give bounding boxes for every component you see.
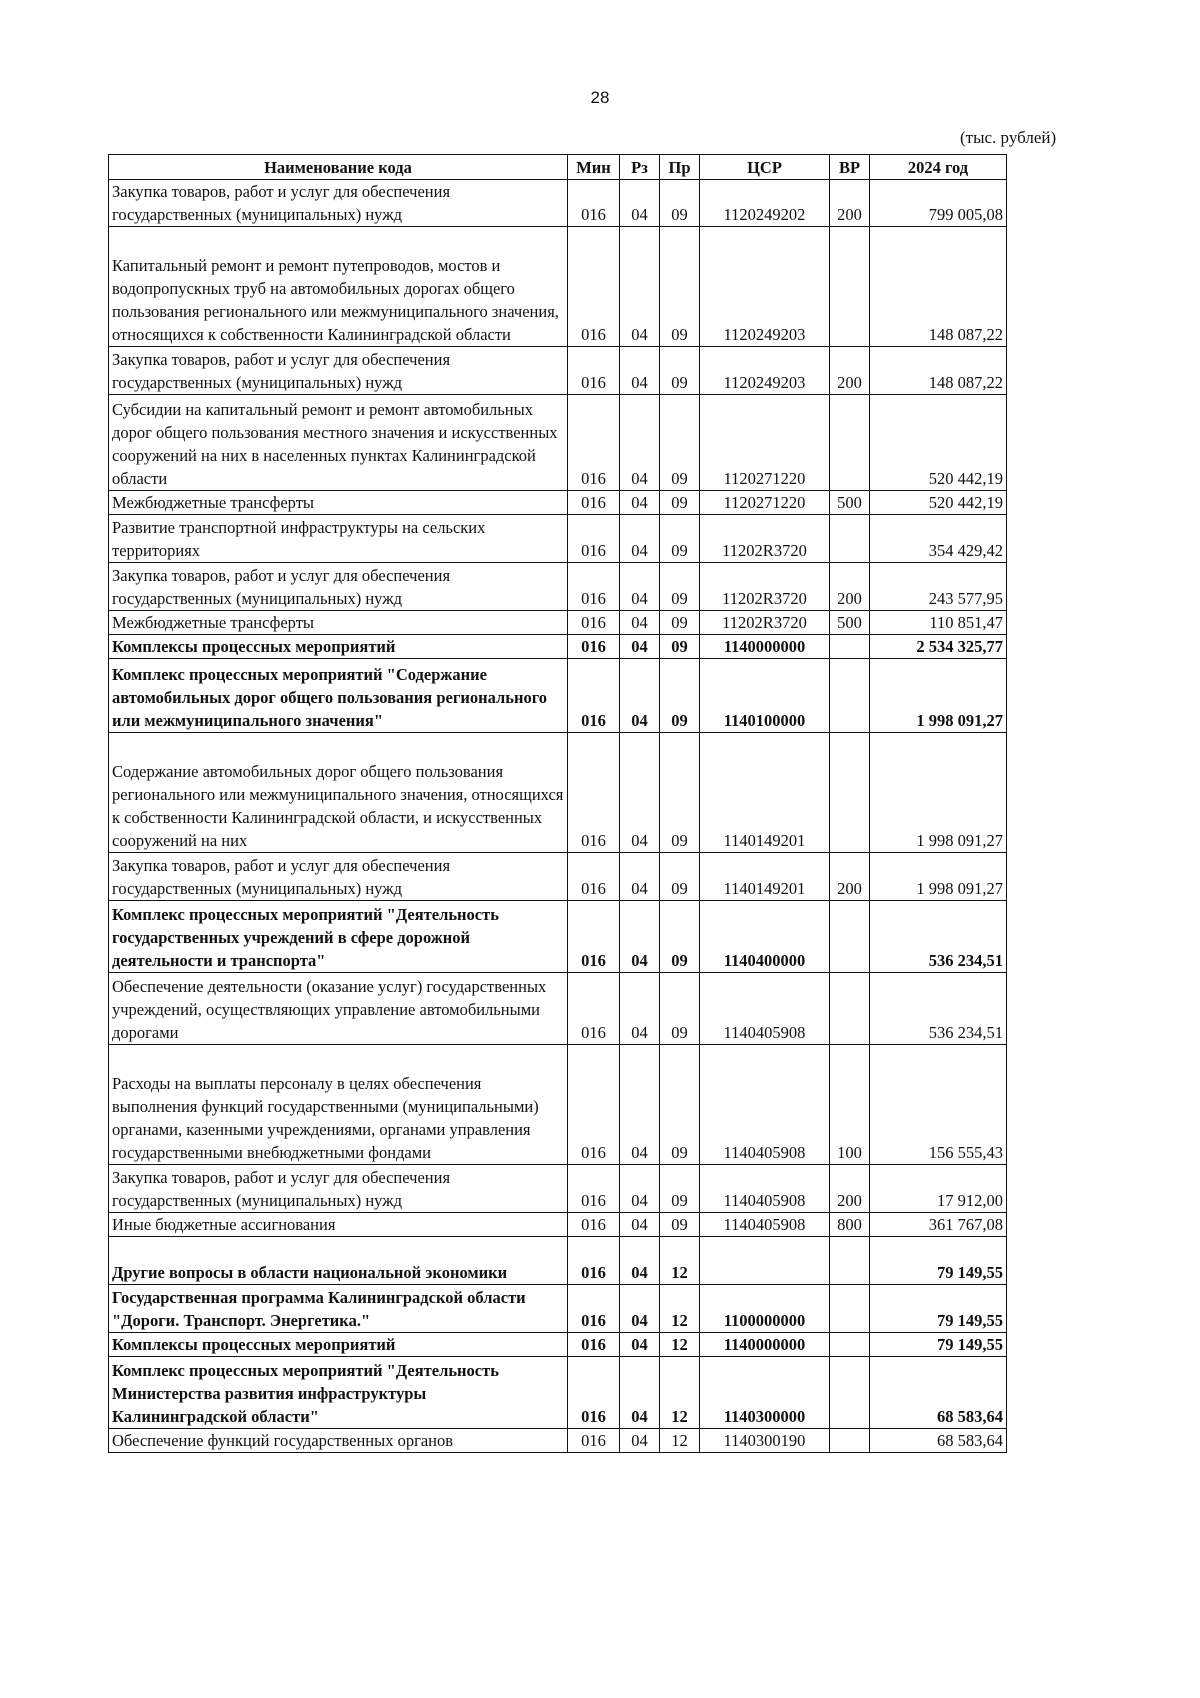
cell-amount: 799 005,08 (870, 180, 1007, 227)
table-row (109, 901, 1007, 973)
cell-amount: 79 149,55 (870, 1285, 1007, 1333)
cell-min: 016 (568, 853, 620, 901)
table-row (109, 491, 1007, 515)
cell-min: 016 (568, 1237, 620, 1285)
cell-rz: 04 (620, 1045, 660, 1165)
table-row (109, 635, 1007, 659)
cell-pr: 12 (660, 1333, 700, 1357)
cell-rz: 04 (620, 395, 660, 491)
cell-min: 016 (568, 635, 620, 659)
cell-min: 016 (568, 563, 620, 611)
cell-name: Закупка товаров, работ и услуг для обеспечения государственных (муниципальных) нужд (109, 180, 568, 227)
cell-amount: 156 555,43 (870, 1045, 1007, 1165)
cell-pr: 09 (660, 1045, 700, 1165)
cell-csr (700, 1237, 830, 1285)
cell-vr (830, 635, 870, 659)
table-row (109, 180, 1007, 227)
cell-csr: 11202R3720 (700, 563, 830, 611)
table-row (109, 1165, 1007, 1213)
cell-name: Государственная программа Калининградской области "Дороги. Транспорт. Энергетика." (109, 1285, 568, 1333)
cell-csr: 1120249203 (700, 347, 830, 395)
cell-rz: 04 (620, 973, 660, 1045)
cell-name: Комплекс процессных мероприятий "Деятельность государственных учреждений в сфере дорожной деятельности и транспорта" (109, 901, 568, 973)
cell-pr: 09 (660, 853, 700, 901)
cell-pr: 12 (660, 1285, 700, 1333)
cell-name: Закупка товаров, работ и услуг для обеспечения государственных (муниципальных) нужд (109, 347, 568, 395)
cell-min: 016 (568, 515, 620, 563)
header-name: Наименование кода (109, 155, 568, 180)
cell-vr (830, 1285, 870, 1333)
cell-amount: 79 149,55 (870, 1333, 1007, 1357)
cell-vr: 100 (830, 1045, 870, 1165)
table-row (109, 227, 1007, 347)
cell-min: 016 (568, 1285, 620, 1333)
cell-name: Расходы на выплаты персоналу в целях обеспечения выполнения функций государственными (муниципальными) органами, казенными учреждениями, органами управления государственными внебюджетными фондами (109, 1045, 568, 1165)
cell-vr (830, 901, 870, 973)
cell-min: 016 (568, 659, 620, 733)
cell-min: 016 (568, 1333, 620, 1357)
cell-csr: 11202R3720 (700, 611, 830, 635)
cell-min: 016 (568, 1429, 620, 1453)
cell-name: Закупка товаров, работ и услуг для обеспечения государственных (муниципальных) нужд (109, 1165, 568, 1213)
cell-amount: 110 851,47 (870, 611, 1007, 635)
cell-pr: 12 (660, 1357, 700, 1429)
cell-name: Развитие транспортной инфраструктуры на сельских территориях (109, 515, 568, 563)
cell-csr: 1140405908 (700, 973, 830, 1045)
table-row (109, 1237, 1007, 1285)
table-row (109, 1213, 1007, 1237)
cell-csr: 1140300000 (700, 1357, 830, 1429)
cell-csr: 1140000000 (700, 635, 830, 659)
table-row (109, 515, 1007, 563)
cell-name: Межбюджетные трансферты (109, 611, 568, 635)
cell-csr: 1140300190 (700, 1429, 830, 1453)
header-amount: 2024 год (870, 155, 1007, 180)
cell-rz: 04 (620, 611, 660, 635)
cell-amount: 354 429,42 (870, 515, 1007, 563)
cell-min: 016 (568, 1213, 620, 1237)
cell-pr: 09 (660, 1213, 700, 1237)
page-number: 28 (590, 88, 610, 107)
cell-rz: 04 (620, 1213, 660, 1237)
table-row (109, 659, 1007, 733)
cell-pr: 09 (660, 635, 700, 659)
cell-pr: 12 (660, 1237, 700, 1285)
cell-vr (830, 1429, 870, 1453)
cell-amount: 148 087,22 (870, 227, 1007, 347)
cell-min: 016 (568, 901, 620, 973)
cell-name: Закупка товаров, работ и услуг для обеспечения государственных (муниципальных) нужд (109, 563, 568, 611)
cell-min: 016 (568, 347, 620, 395)
table-row (109, 853, 1007, 901)
cell-name: Другие вопросы в области национальной экономики (109, 1237, 568, 1285)
cell-csr: 1120271220 (700, 395, 830, 491)
cell-amount: 536 234,51 (870, 901, 1007, 973)
cell-amount: 243 577,95 (870, 563, 1007, 611)
table-row (109, 1333, 1007, 1357)
cell-name: Межбюджетные трансферты (109, 491, 568, 515)
cell-amount: 79 149,55 (870, 1237, 1007, 1285)
cell-name: Комплексы процессных мероприятий (109, 635, 568, 659)
cell-amount: 1 998 091,27 (870, 853, 1007, 901)
cell-amount: 68 583,64 (870, 1357, 1007, 1429)
cell-amount: 520 442,19 (870, 491, 1007, 515)
cell-rz: 04 (620, 1165, 660, 1213)
cell-min: 016 (568, 491, 620, 515)
header-vr: ВР (830, 155, 870, 180)
cell-min: 016 (568, 227, 620, 347)
header-min: Мин (568, 155, 620, 180)
cell-rz: 04 (620, 853, 660, 901)
cell-pr: 09 (660, 901, 700, 973)
cell-vr: 200 (830, 1165, 870, 1213)
unit-note: (тыс. рублей) (960, 128, 1057, 147)
cell-vr (830, 395, 870, 491)
cell-rz: 04 (620, 635, 660, 659)
cell-csr: 1140000000 (700, 1333, 830, 1357)
cell-amount: 361 767,08 (870, 1213, 1007, 1237)
cell-min: 016 (568, 733, 620, 853)
cell-vr: 200 (830, 853, 870, 901)
cell-name: Иные бюджетные ассигнования (109, 1213, 568, 1237)
cell-pr: 09 (660, 611, 700, 635)
cell-amount: 1 998 091,27 (870, 733, 1007, 853)
cell-rz: 04 (620, 515, 660, 563)
cell-min: 016 (568, 1357, 620, 1429)
cell-amount: 536 234,51 (870, 973, 1007, 1045)
cell-name: Субсидии на капитальный ремонт и ремонт автомобильных дорог общего пользования местного значения и искусственных сооружений на них в населенных пунктах Калининградской области (109, 395, 568, 491)
cell-amount: 148 087,22 (870, 347, 1007, 395)
cell-rz: 04 (620, 733, 660, 853)
cell-csr: 1120271220 (700, 491, 830, 515)
cell-amount: 520 442,19 (870, 395, 1007, 491)
cell-vr (830, 515, 870, 563)
cell-rz: 04 (620, 1237, 660, 1285)
cell-csr: 1140400000 (700, 901, 830, 973)
cell-vr (830, 973, 870, 1045)
header-pr: Пр (660, 155, 700, 180)
table-header-row (109, 155, 1007, 180)
cell-name: Капитальный ремонт и ремонт путепроводов, мостов и водопропускных труб на автомобильных дорогах общего пользования регионального или межмуниципального значения, относящихся к собственности Калининградской области (109, 227, 568, 347)
cell-min: 016 (568, 611, 620, 635)
cell-min: 016 (568, 973, 620, 1045)
cell-pr: 09 (660, 395, 700, 491)
cell-name: Комплекс процессных мероприятий "Деятельность Министерства развития инфраструктуры Калининградской области" (109, 1357, 568, 1429)
cell-vr: 200 (830, 347, 870, 395)
cell-csr: 1140100000 (700, 659, 830, 733)
cell-rz: 04 (620, 1333, 660, 1357)
cell-vr: 500 (830, 491, 870, 515)
cell-csr: 1140405908 (700, 1213, 830, 1237)
cell-name: Комплекс процессных мероприятий "Содержание автомобильных дорог общего пользования регионального или межмуниципального значения" (109, 659, 568, 733)
header-csr: ЦСР (700, 155, 830, 180)
cell-name: Закупка товаров, работ и услуг для обеспечения государственных (муниципальных) нужд (109, 853, 568, 901)
cell-name: Обеспечение деятельности (оказание услуг) государственных учреждений, осуществляющих управление автомобильными дорогами (109, 973, 568, 1045)
cell-min: 016 (568, 1045, 620, 1165)
table-row (109, 733, 1007, 853)
cell-csr: 1140405908 (700, 1165, 830, 1213)
cell-amount: 1 998 091,27 (870, 659, 1007, 733)
table-row (109, 611, 1007, 635)
cell-min: 016 (568, 180, 620, 227)
budget-table (108, 154, 1007, 1453)
cell-pr: 09 (660, 347, 700, 395)
cell-vr: 500 (830, 611, 870, 635)
cell-name: Комплексы процессных мероприятий (109, 1333, 568, 1357)
cell-rz: 04 (620, 227, 660, 347)
cell-pr: 09 (660, 180, 700, 227)
cell-vr: 200 (830, 563, 870, 611)
cell-rz: 04 (620, 901, 660, 973)
cell-pr: 09 (660, 973, 700, 1045)
cell-amount: 68 583,64 (870, 1429, 1007, 1453)
cell-amount: 2 534 325,77 (870, 635, 1007, 659)
cell-rz: 04 (620, 180, 660, 227)
cell-pr: 09 (660, 659, 700, 733)
cell-csr: 1140149201 (700, 853, 830, 901)
cell-csr: 1140149201 (700, 733, 830, 853)
cell-vr (830, 1333, 870, 1357)
cell-pr: 09 (660, 563, 700, 611)
cell-pr: 09 (660, 227, 700, 347)
cell-vr (830, 227, 870, 347)
cell-pr: 12 (660, 1429, 700, 1453)
cell-rz: 04 (620, 659, 660, 733)
cell-rz: 04 (620, 491, 660, 515)
table-row (109, 973, 1007, 1045)
cell-pr: 09 (660, 1165, 700, 1213)
cell-rz: 04 (620, 1285, 660, 1333)
cell-csr: 1100000000 (700, 1285, 830, 1333)
table-row (109, 1429, 1007, 1453)
cell-csr: 11202R3720 (700, 515, 830, 563)
cell-vr (830, 1237, 870, 1285)
cell-rz: 04 (620, 347, 660, 395)
cell-csr: 1120249203 (700, 227, 830, 347)
cell-vr (830, 1357, 870, 1429)
table-row (109, 563, 1007, 611)
cell-pr: 09 (660, 733, 700, 853)
cell-vr (830, 733, 870, 853)
cell-vr: 200 (830, 180, 870, 227)
cell-vr (830, 659, 870, 733)
cell-vr: 800 (830, 1213, 870, 1237)
table-row (109, 347, 1007, 395)
cell-rz: 04 (620, 563, 660, 611)
cell-csr: 1120249202 (700, 180, 830, 227)
table-row (109, 1357, 1007, 1429)
cell-name: Обеспечение функций государственных органов (109, 1429, 568, 1453)
table-row (109, 1045, 1007, 1165)
cell-min: 016 (568, 395, 620, 491)
header-rz: Рз (620, 155, 660, 180)
cell-rz: 04 (620, 1357, 660, 1429)
cell-amount: 17 912,00 (870, 1165, 1007, 1213)
table-body (109, 180, 1007, 1453)
cell-csr: 1140405908 (700, 1045, 830, 1165)
cell-min: 016 (568, 1165, 620, 1213)
cell-rz: 04 (620, 1429, 660, 1453)
cell-pr: 09 (660, 515, 700, 563)
cell-pr: 09 (660, 491, 700, 515)
table-row (109, 1285, 1007, 1333)
table-row (109, 395, 1007, 491)
cell-name: Содержание автомобильных дорог общего пользования регионального или межмуниципального значения, относящихся к собственности Калининградской области, и искусственных сооружений на них (109, 733, 568, 853)
